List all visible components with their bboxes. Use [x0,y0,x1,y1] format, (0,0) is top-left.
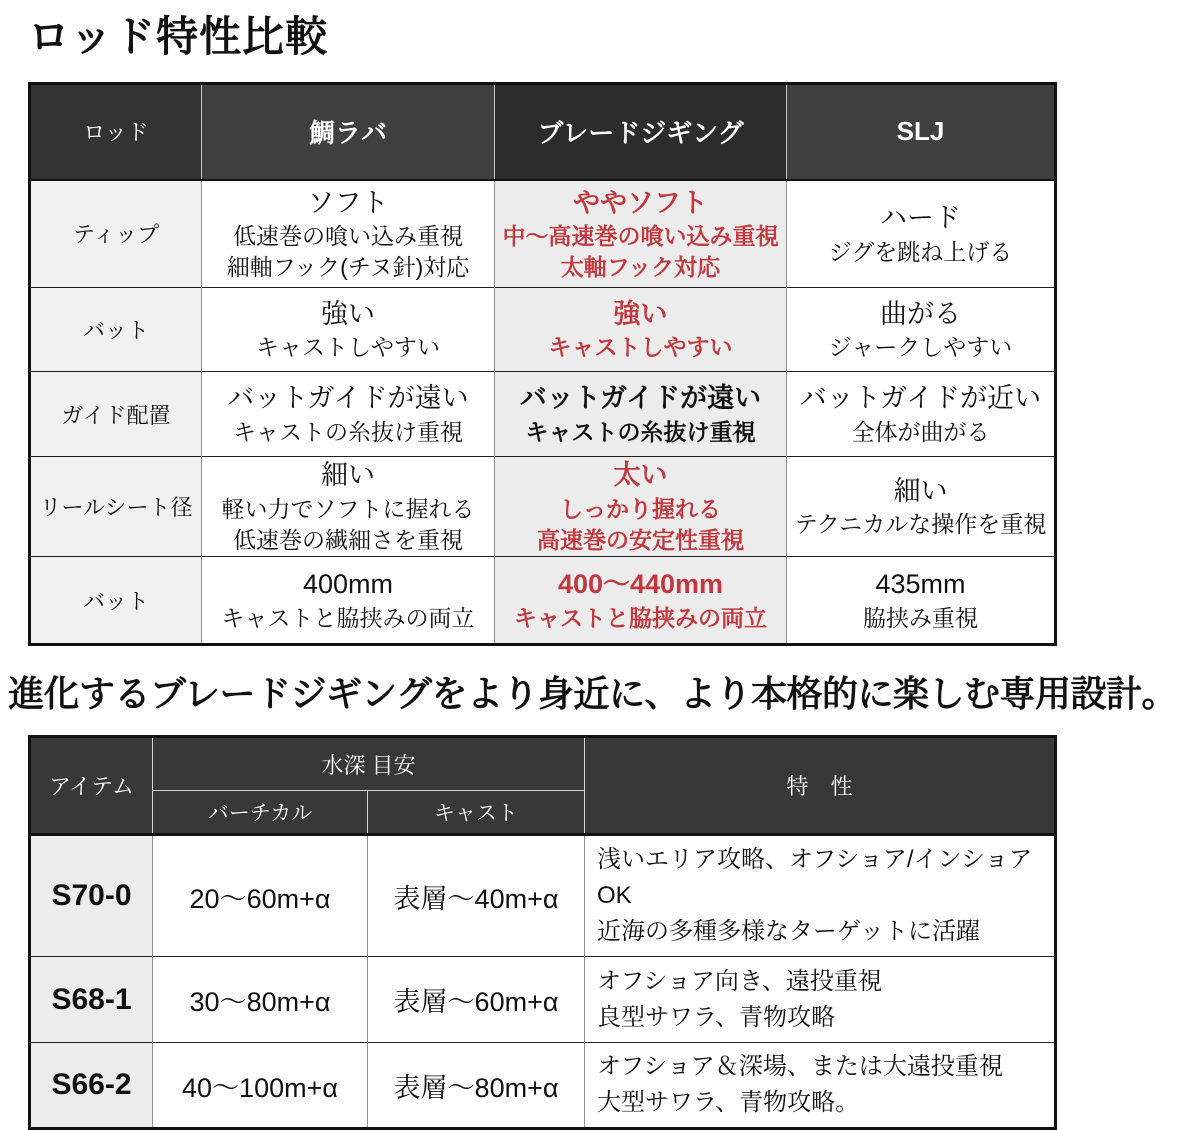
cell-blade-guide: バットガイドが遠い キャストの糸抜け重視 [495,372,787,457]
cell-slj-butt: 曲がる ジャークしやすい [787,288,1056,372]
vertical-depth-s66-2: 40〜100m+α [153,1043,368,1129]
item-table-header [30,737,1056,835]
cell-tairaba-reel-seat: 細い 軽い力でソフトに握れる 低速巻の繊細さを重視 [202,457,495,557]
table-row-butt-length [30,557,1056,645]
feature-s70-0: 浅いエリア攻略、オフショア/インショアOK 近海の多種多様なターゲットに活躍 [585,835,1056,957]
vertical-depth-s70-0: 20〜60m+α [153,835,368,957]
rod-table-header-blade-jigging: ブレードジギング [495,84,787,180]
item-table-header-cast: キャスト [368,791,585,835]
item-table-header-vertical: バーチカル [153,791,368,835]
cast-depth-s70-0: 表層〜40m+α [368,835,585,957]
table-row-guide-layout [30,372,1056,457]
item-table-header-feature: 特 性 [585,737,1056,835]
item-spec-table [28,735,1057,1130]
cell-tairaba-tip: ソフト 低速巻の喰い込み重視 細軸フック(チヌ針)対応 [202,180,495,288]
item-table-header-depth-guide: 水深 目安 [153,737,585,791]
vertical-depth-s68-1: 30〜80m+α [153,957,368,1043]
item-name-s70-0: S70-0 [30,835,153,957]
feature-s66-2: オフショア＆深場、または大遠投重視 大型サワラ、青物攻略。 [585,1043,1056,1129]
table-row-butt [30,288,1056,372]
row-label-butt: バット [30,288,202,372]
cell-tairaba-guide: バットガイドが遠い キャストの糸抜け重視 [202,372,495,457]
row-label-tip: ティップ [30,180,202,288]
table-row-s70-0 [30,835,1056,957]
cast-depth-s68-1: 表層〜60m+α [368,957,585,1043]
infographic-page [0,13,1177,1117]
table-row-reel-seat [30,457,1056,557]
cell-slj-reel-seat: 細い テクニカルな操作を重視 [787,457,1056,557]
section-headline: 進化するブレードジギングをより身近に、より本格的に楽しむ専用設計。 [8,673,1177,715]
feature-s68-1: オフショア向き、遠投重視 良型サワラ、青物攻略 [585,957,1056,1043]
row-label-reel-seat: リールシート径 [30,457,202,557]
rod-table-header [30,84,1056,180]
item-name-s66-2: S66-2 [30,1043,153,1129]
row-label-butt-length: バット [30,557,202,645]
rod-comparison-table [28,82,1057,646]
rod-table-header-slj: SLJ [787,84,1056,180]
rod-table-header-tairaba: 鯛ラバ [202,84,495,180]
cell-tairaba-butt-length: 400mm キャストと脇挟みの両立 [202,557,495,645]
table-row-s68-1 [30,957,1056,1043]
cell-blade-reel-seat: 太い しっかり握れる 高速巻の安定性重視 [495,457,787,557]
cell-blade-tip: ややソフト 中〜高速巻の喰い込み重視 太軸フック対応 [495,180,787,288]
row-label-guide-layout: ガイド配置 [30,372,202,457]
cell-slj-guide: バットガイドが近い 全体が曲がる [787,372,1056,457]
cell-slj-butt-length: 435mm 脇挟み重視 [787,557,1056,645]
page-title: ロッド特性比較 [28,13,329,60]
table-row-s66-2 [30,1043,1056,1129]
rod-table-corner-header: ロッド [30,84,202,180]
item-name-s68-1: S68-1 [30,957,153,1043]
cell-blade-butt: 強い キャストしやすい [495,288,787,372]
cell-blade-butt-length: 400〜440mm キャストと脇挟みの両立 [495,557,787,645]
item-table-header-item: アイテム [30,737,153,835]
table-row-tip [30,180,1056,288]
cast-depth-s66-2: 表層〜80m+α [368,1043,585,1129]
cell-tairaba-butt: 強い キャストしやすい [202,288,495,372]
cell-slj-tip: ハード ジグを跳ね上げる [787,180,1056,288]
